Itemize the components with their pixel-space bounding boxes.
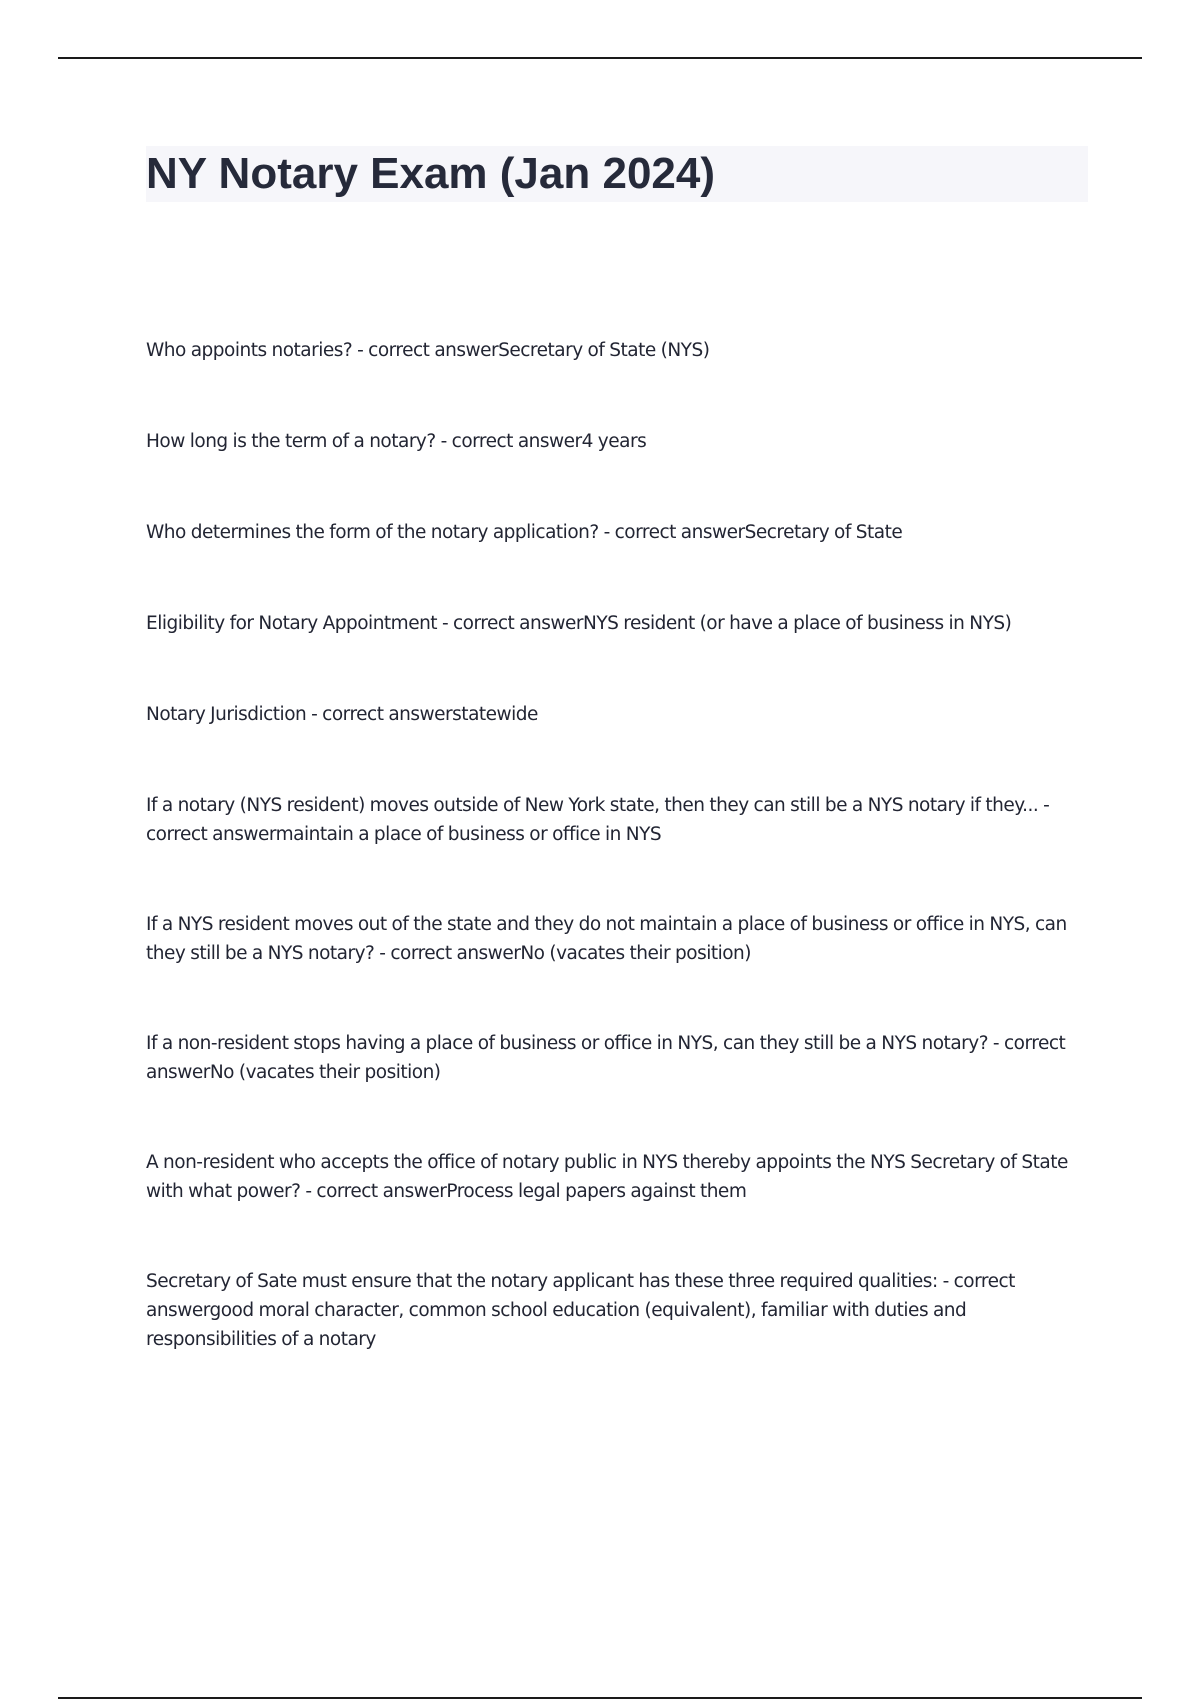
qa-question: How long is the term of a notary? bbox=[146, 431, 436, 452]
qa-separator: - correct answer bbox=[435, 431, 582, 452]
qa-question: If a NYS resident moves out of the state and they do not maintain a place of business or office in NYS, can they still be a NYS notary? bbox=[146, 914, 1067, 964]
qa-separator: - correct answer bbox=[374, 943, 521, 964]
qa-question: Who determines the form of the notary application? bbox=[146, 522, 599, 543]
qa-item bbox=[146, 1148, 1096, 1206]
qa-answer: No (vacates their position) bbox=[520, 943, 751, 964]
qa-answer: 4 years bbox=[581, 431, 647, 452]
qa-answer: good moral character, common school education (equivalent), familiar with duties and responsibilities of a notary bbox=[146, 1300, 967, 1350]
qa-question: A non-resident who accepts the office of notary public in NYS thereby appoints the NYS Secretary of State with what power? bbox=[146, 1152, 1068, 1202]
qa-separator: - correct answer bbox=[146, 795, 1050, 845]
qa-item bbox=[146, 427, 1096, 456]
qa-separator: - correct answer bbox=[300, 1181, 447, 1202]
qa-list bbox=[146, 336, 1096, 1354]
qa-question: Notary Jurisdiction bbox=[146, 704, 307, 725]
qa-item bbox=[146, 910, 1096, 968]
qa-separator: - correct answer bbox=[306, 704, 453, 725]
qa-item bbox=[146, 791, 1096, 849]
qa-item bbox=[146, 518, 1096, 547]
qa-separator: - correct answer bbox=[598, 522, 745, 543]
qa-item bbox=[146, 1267, 1096, 1354]
qa-answer: Secretary of State (NYS) bbox=[498, 340, 710, 361]
qa-question: If a non-resident stops having a place of business or office in NYS, can they still be a NYS notary? bbox=[146, 1033, 989, 1054]
qa-answer: No (vacates their position) bbox=[209, 1062, 441, 1083]
qa-question: Secretary of Sate must ensure that the notary applicant has these three required qualities: bbox=[146, 1271, 938, 1292]
qa-question: Who appoints notaries? bbox=[146, 340, 353, 361]
qa-item bbox=[146, 1029, 1096, 1087]
qa-separator: - correct answer bbox=[146, 1271, 1015, 1321]
document-title: NY Notary Exam (Jan 2024) bbox=[146, 149, 716, 198]
qa-answer: NYS resident (or have a place of business in NYS) bbox=[582, 613, 1012, 634]
top-rule bbox=[58, 57, 1142, 59]
qa-separator: - correct answer bbox=[146, 1033, 1066, 1083]
qa-answer: statewide bbox=[452, 704, 538, 725]
qa-answer: maintain a place of business or office in NYS bbox=[275, 824, 662, 845]
qa-item bbox=[146, 609, 1096, 638]
qa-answer: Secretary of State bbox=[744, 522, 903, 543]
qa-answer: Process legal papers against them bbox=[446, 1181, 747, 1202]
qa-item bbox=[146, 700, 1096, 729]
qa-separator: - correct answer bbox=[437, 613, 583, 634]
qa-question: Eligibility for Notary Appointment bbox=[146, 613, 438, 634]
qa-question: If a notary (NYS resident) moves outside of New York state, then they can still be a NYS notary if they... bbox=[146, 795, 1039, 816]
qa-item bbox=[146, 336, 1096, 365]
bottom-rule bbox=[58, 1697, 1142, 1699]
qa-separator: - correct answer bbox=[352, 340, 499, 361]
